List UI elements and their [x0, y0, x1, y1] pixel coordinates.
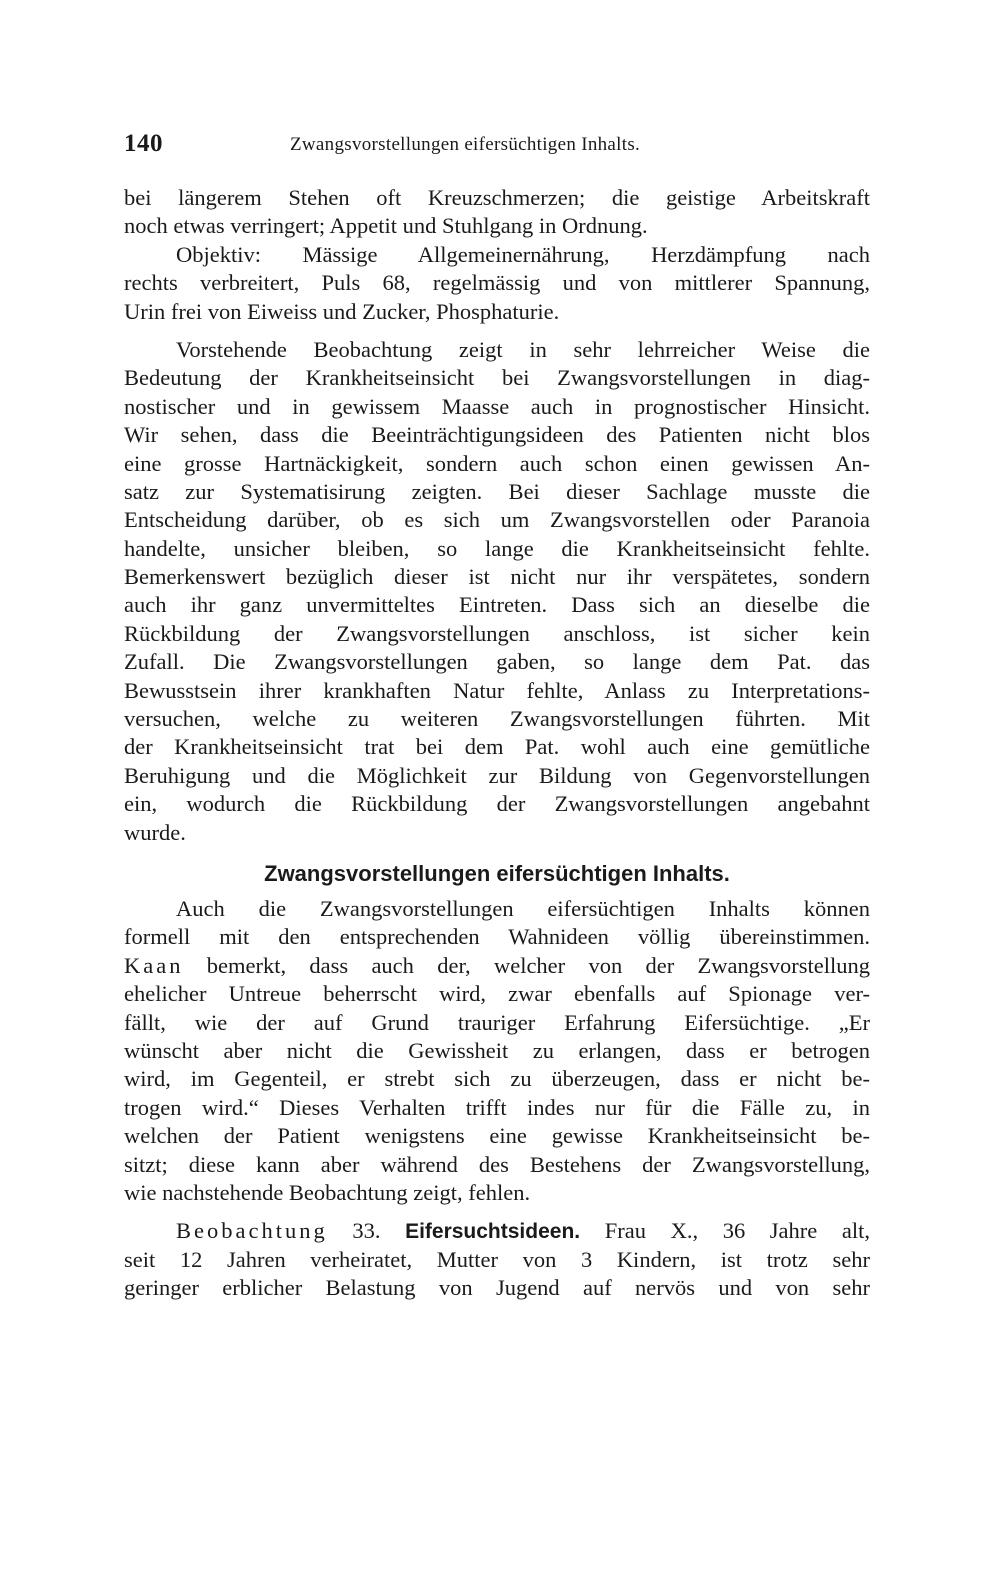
- text-line: rechts verbreitert, Puls 68, regelmässig und von mittlerer Spannung,: [124, 270, 870, 296]
- text-line: Auch die Zwangsvorstellungen eifersüchtigen Inhalts können: [176, 895, 870, 921]
- page-number: 140: [124, 130, 163, 157]
- page-header: [124, 130, 870, 170]
- running-head: Zwangsvorstellungen eifersüchtigen Inhalts.: [290, 134, 641, 155]
- text-line: Wir sehen, dass die Beeinträchtigungsideen des Patienten nicht blos: [124, 422, 870, 448]
- text-line: Vorstehende Beobachtung zeigt in sehr lehrreicher Weise die: [176, 336, 870, 362]
- text-line: Entscheidung darüber, ob es sich um Zwangsvorstellen oder Paranoia: [124, 507, 870, 533]
- text-line: Beruhigung und die Möglichkeit zur Bildung von Gegenvorstellungen: [124, 762, 870, 788]
- text-line: Objektiv: Mässige Allgemeinernährung, Herzdämpfung nach: [176, 241, 870, 267]
- text-line: nostischer und in gewissem Maasse auch in prognostischer Hinsicht.: [124, 393, 870, 419]
- text-line: seit 12 Jahren verheiratet, Mutter von 3 Kindern, ist trotz sehr: [124, 1246, 870, 1272]
- paragraph-3: [124, 895, 870, 1207]
- paragraph-2: [124, 336, 870, 847]
- text-line: ehelicher Untreue beherrscht wird, zwar ebenfalls auf Spionage ver-: [124, 981, 870, 1007]
- text-line: Rückbildung der Zwangsvorstellungen anschloss, ist sicher kein: [124, 620, 870, 646]
- text-line-rest: bemerkt, dass auch der, welcher von der Zwangsvorstellung: [183, 952, 870, 978]
- text-line: handelte, unsicher bleiben, so lange die Krankheitseinsicht fehlte.: [124, 535, 870, 561]
- text-line: eine grosse Hartnäckigkeit, sondern auch schon einen gewissen An-: [124, 450, 870, 476]
- text-line: [124, 952, 870, 980]
- text-line: Urin frei von Eiweiss und Zucker, Phosphaturie.: [124, 298, 560, 324]
- text-line: der Krankheitseinsicht trat bei dem Pat. wohl auch eine gemütliche: [124, 734, 870, 760]
- text-line: welchen der Patient wenigstens eine gewisse Krankheitseinsicht be-: [124, 1123, 870, 1149]
- text-line: wurde.: [124, 819, 186, 845]
- text-line: Bemerkenswert bezüglich dieser ist nicht nur ihr verspätetes, sondern: [124, 564, 870, 590]
- text-line: Bewusstsein ihrer krankhaften Natur fehlte, Anlass zu Interpretations-: [124, 677, 870, 703]
- text-line: fällt, wie der auf Grund trauriger Erfahrung Eifersüchtige. „Er: [124, 1009, 870, 1035]
- observation-title: Eifersuchtsideen.: [405, 1220, 581, 1244]
- body-text: [124, 184, 870, 1302]
- paragraph-4: [124, 1217, 870, 1302]
- text-line: ein, wodurch die Rückbildung der Zwangsvorstellungen angebahnt: [124, 791, 870, 817]
- text-line: trogen wird.“ Dieses Verhalten trifft indes nur für die Fälle zu, in: [124, 1094, 870, 1120]
- author-name: Kaan: [124, 952, 184, 978]
- text-line: wie nachstehende Beobachtung zeigt, fehlen.: [124, 1179, 531, 1205]
- text-line: sitzt; diese kann aber während des Bestehens der Zwangsvorstellung,: [124, 1151, 870, 1177]
- paragraph-1: [124, 184, 870, 326]
- text-line: formell mit den entsprechenden Wahnideen völlig übereinstimmen.: [124, 924, 870, 950]
- text-line-rest: Frau X., 36 Jahre alt,: [580, 1218, 870, 1244]
- text-line: wünscht aber nicht die Gewissheit zu erlangen, dass er betrogen: [124, 1037, 870, 1063]
- text-line: noch etwas verringert; Appetit und Stuhlgang in Ordnung.: [124, 213, 648, 239]
- observation-label: Beobachtung: [176, 1218, 328, 1244]
- text-line: bei längerem Stehen oft Kreuzschmerzen; die geistige Arbeitskraft: [124, 185, 870, 210]
- text-line: satz zur Systematisirung zeigten. Bei dieser Sachlage musste die: [124, 478, 870, 504]
- section-heading: Zwangsvorstellungen eifersüchtigen Inhalts.: [264, 860, 730, 886]
- text-line: Zufall. Die Zwangsvorstellungen gaben, so lange dem Pat. das: [124, 649, 870, 675]
- observation-number: 33.: [327, 1218, 406, 1244]
- text-line: [124, 1217, 870, 1245]
- text-line: wird, im Gegenteil, er strebt sich zu überzeugen, dass er nicht be-: [124, 1066, 870, 1092]
- text-line: Bedeutung der Krankheitseinsicht bei Zwangsvorstellungen in diag-: [124, 365, 870, 391]
- text-line: geringer erblicher Belastung von Jugend auf nervös und von sehr: [124, 1275, 870, 1301]
- text-line: auch ihr ganz unvermitteltes Eintreten. Dass sich an dieselbe die: [124, 592, 870, 618]
- text-line: versuchen, welche zu weiteren Zwangsvorstellungen führten. Mit: [124, 706, 870, 732]
